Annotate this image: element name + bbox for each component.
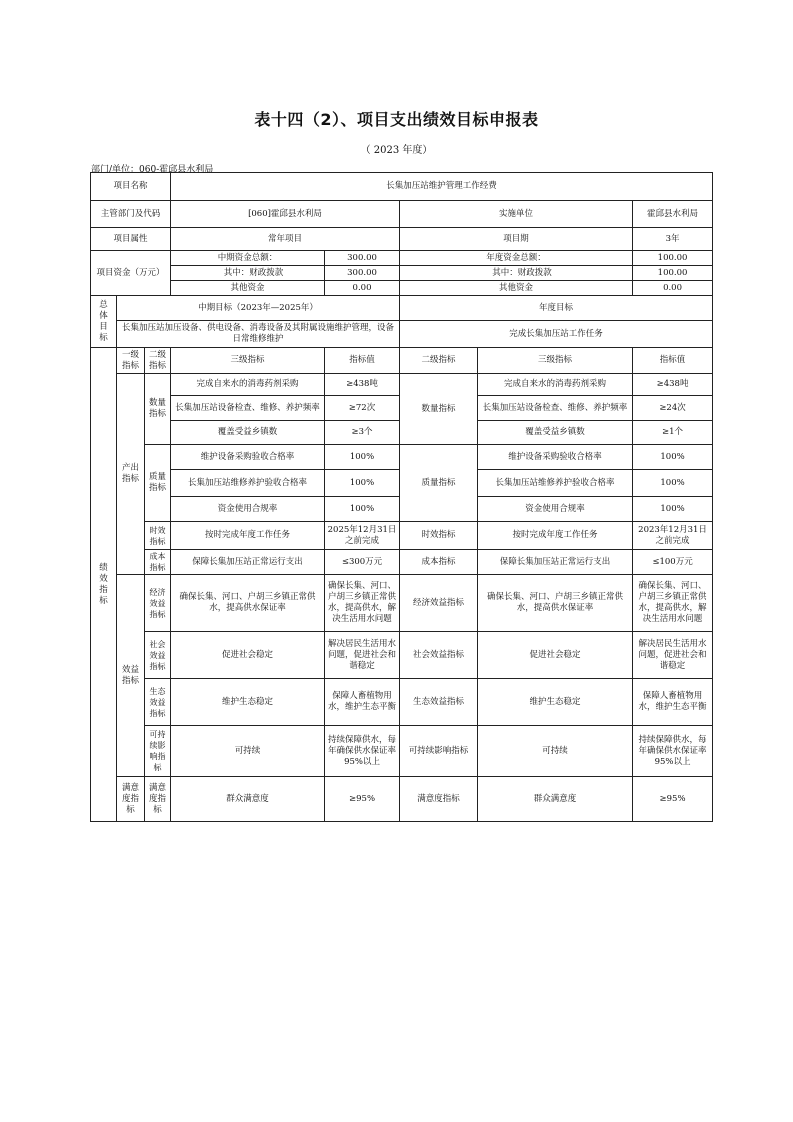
indicator-name-right: 覆盖受益乡镇数 (478, 421, 633, 445)
dept-label: 主管部门及代码 (91, 201, 171, 228)
attr-label: 项目属性 (91, 228, 171, 251)
mid-value: 持续保障供水，每年确保供水保证率95%以上 (325, 726, 400, 777)
year-value: ≥438吨 (633, 374, 713, 396)
output-indicator-label: 产出指标 (117, 374, 145, 575)
fiscal-year: （ 2023 年度） (360, 145, 433, 156)
indicator-name: 可持续 (171, 726, 325, 777)
indicator-header-row (91, 348, 713, 374)
year-value: 100% (633, 470, 713, 497)
quantity-label-right: 数量指标 (400, 374, 478, 445)
year-other-label: 其他资金 (400, 281, 633, 296)
year-other-value: 0.00 (633, 281, 713, 296)
mid-value: 2025年12月31日之前完成 (325, 522, 400, 550)
performance-target-table (90, 172, 713, 822)
level2-header: 二级指标 (145, 348, 171, 374)
indicator-name-right: 完成自来水的消毒药剂采购 (478, 374, 633, 396)
table-row (91, 679, 713, 726)
overall-goal-label: 总体目标 (91, 296, 117, 348)
quality-label: 质量指标 (145, 445, 171, 522)
goals-header-row (91, 296, 713, 321)
econ-label-right: 经济效益指标 (400, 575, 478, 632)
mid-value: 保障人畜植物用水，维护生态平衡 (325, 679, 400, 726)
econ-label: 经济效益指标 (145, 575, 171, 632)
mid-value: ≥72次 (325, 396, 400, 421)
attr-value: 常年项目 (171, 228, 400, 251)
indicator-name-right: 维护设备采购验收合格率 (478, 445, 633, 470)
sustain-label-right: 可持续影响指标 (400, 726, 478, 777)
mid-total-label: 中期资金总额： (171, 251, 325, 266)
indicator-name-right: 群众满意度 (478, 777, 633, 822)
fund-row-total (91, 251, 713, 266)
mid-value: ≥3个 (325, 421, 400, 445)
level2b-header: 二级指标 (400, 348, 478, 374)
mid-other-value: 0.00 (325, 281, 400, 296)
year-value: ≤100万元 (633, 550, 713, 575)
table-row (91, 522, 713, 550)
indicator-name: 维护设备采购验收合格率 (171, 445, 325, 470)
cost-label: 成本指标 (145, 550, 171, 575)
social-label-right: 社会效益指标 (400, 632, 478, 679)
indicator-name: 资金使用合规率 (171, 497, 325, 522)
mid-fiscal-label: 其中：财政拨款 (171, 266, 325, 281)
valueb-header: 指标值 (633, 348, 713, 374)
year-value: 确保长集、河口、户胡三乡镇正常供水，提高供水，解决生活用水问题 (633, 575, 713, 632)
level3b-header: 三级指标 (478, 348, 633, 374)
quality-label-right: 质量指标 (400, 445, 478, 522)
mid-value: 100% (325, 497, 400, 522)
mid-value: 解决居民生活用水问题，促进社会和谐稳定 (325, 632, 400, 679)
indicator-name: 群众满意度 (171, 777, 325, 822)
year-total-value: 100.00 (633, 251, 713, 266)
info-row-attribute (91, 228, 713, 251)
time-label-right: 时效指标 (400, 522, 478, 550)
satisfaction-label-right: 满意度指标 (400, 777, 478, 822)
indicator-name: 确保长集、河口、户胡三乡镇正常供水，提高供水保证率 (171, 575, 325, 632)
year-value: ≥1个 (633, 421, 713, 445)
table-row (91, 550, 713, 575)
indicator-name: 长集加压站设备检查、维修、养护频率 (171, 396, 325, 421)
time-label: 时效指标 (145, 522, 171, 550)
mid-value: ≥438吨 (325, 374, 400, 396)
mid-value: 100% (325, 470, 400, 497)
sustain-label: 可持续影响指标 (145, 726, 171, 777)
table-row (91, 575, 713, 632)
indicator-name-right: 长集加压站设备检查、维修、养护频率 (478, 396, 633, 421)
impl-unit-value: 霍邱县水利局 (633, 201, 713, 228)
department-unit: 部门/单位：060-霍邱县水利局 (91, 165, 214, 175)
fund-label: 项目资金（万元） (91, 251, 171, 296)
period-label: 项目期 (400, 228, 633, 251)
indicator-name-right: 维护生态稳定 (478, 679, 633, 726)
mid-goal-text: 长集加压站加压设备、供电设备、消毒设备及其附属设施维护管理，设备日常维修维护 (117, 321, 400, 348)
indicator-name: 完成自来水的消毒药剂采购 (171, 374, 325, 396)
table-row (91, 777, 713, 822)
table-row (91, 445, 713, 470)
year-fiscal-value: 100.00 (633, 266, 713, 281)
dept-value: [060]霍邱县水利局 (171, 201, 400, 228)
mid-value: 确保长集、河口、户胡三乡镇正常供水，提高供水，解决生活用水问题 (325, 575, 400, 632)
quantity-label: 数量指标 (145, 374, 171, 445)
project-name-value: 长集加压站维护管理工作经费 (171, 173, 713, 201)
indicator-name-right: 按时完成年度工作任务 (478, 522, 633, 550)
fund-row-other (91, 281, 713, 296)
indicator-name: 覆盖受益乡镇数 (171, 421, 325, 445)
eco-label: 生态效益指标 (145, 679, 171, 726)
indicator-name: 保障长集加压站正常运行支出 (171, 550, 325, 575)
info-row-department (91, 201, 713, 228)
year-value: 保障人畜植物用水，维护生态平衡 (633, 679, 713, 726)
year-value: 2023年12月31日之前完成 (633, 522, 713, 550)
year-goal-text: 完成长集加压站工作任务 (400, 321, 713, 348)
mid-other-label: 其他资金 (171, 281, 325, 296)
year-total-label: 年度资金总额： (400, 251, 633, 266)
year-value: ≥24次 (633, 396, 713, 421)
indicator-name-right: 可持续 (478, 726, 633, 777)
year-goal-header: 年度目标 (400, 296, 713, 321)
mid-value: ≥95% (325, 777, 400, 822)
cost-label-right: 成本指标 (400, 550, 478, 575)
page-title: 表十四（2）、项目支出绩效目标申报表 (254, 110, 539, 129)
indicator-name: 维护生态稳定 (171, 679, 325, 726)
table-row (91, 632, 713, 679)
satisfaction-sub-label: 满意度指标 (145, 777, 171, 822)
mid-fiscal-value: 300.00 (325, 266, 400, 281)
indicator-name: 促进社会稳定 (171, 632, 325, 679)
fund-row-fiscal (91, 266, 713, 281)
indicator-name-right: 资金使用合规率 (478, 497, 633, 522)
level1-header: 一级指标 (117, 348, 145, 374)
indicator-name-right: 确保长集、河口、户胡三乡镇正常供水，提高供水保证率 (478, 575, 633, 632)
year-value: 100% (633, 497, 713, 522)
indicator-name-right: 促进社会稳定 (478, 632, 633, 679)
value-header: 指标值 (325, 348, 400, 374)
eco-label-right: 生态效益指标 (400, 679, 478, 726)
mid-goal-header: 中期目标（2023年—2025年） (117, 296, 400, 321)
satisfaction-label: 满意度指标 (117, 777, 145, 822)
year-value: ≥95% (633, 777, 713, 822)
table-row (91, 726, 713, 777)
period-value: 3年 (633, 228, 713, 251)
year-value: 持续保障供水，每年确保供水保证率95%以上 (633, 726, 713, 777)
impl-unit-label: 实施单位 (400, 201, 633, 228)
goals-text-row (91, 321, 713, 348)
indicator-name: 按时完成年度工作任务 (171, 522, 325, 550)
year-fiscal-label: 其中：财政拨款 (400, 266, 633, 281)
mid-value: 100% (325, 445, 400, 470)
table-row (91, 374, 713, 396)
year-value: 100% (633, 445, 713, 470)
indicator-name-right: 长集加压站维修养护验收合格率 (478, 470, 633, 497)
social-label: 社会效益指标 (145, 632, 171, 679)
info-row-project-name (91, 173, 713, 201)
project-name-label: 项目名称 (91, 173, 171, 201)
level3-header: 三级指标 (171, 348, 325, 374)
indicator-name-right: 保障长集加压站正常运行支出 (478, 550, 633, 575)
mid-total-value: 300.00 (325, 251, 400, 266)
perf-indicator-label: 绩效指标 (91, 348, 117, 822)
mid-value: ≤300万元 (325, 550, 400, 575)
indicator-name: 长集加压站维修养护验收合格率 (171, 470, 325, 497)
year-value: 解决居民生活用水问题，促进社会和谐稳定 (633, 632, 713, 679)
benefit-indicator-label: 效益指标 (117, 575, 145, 777)
